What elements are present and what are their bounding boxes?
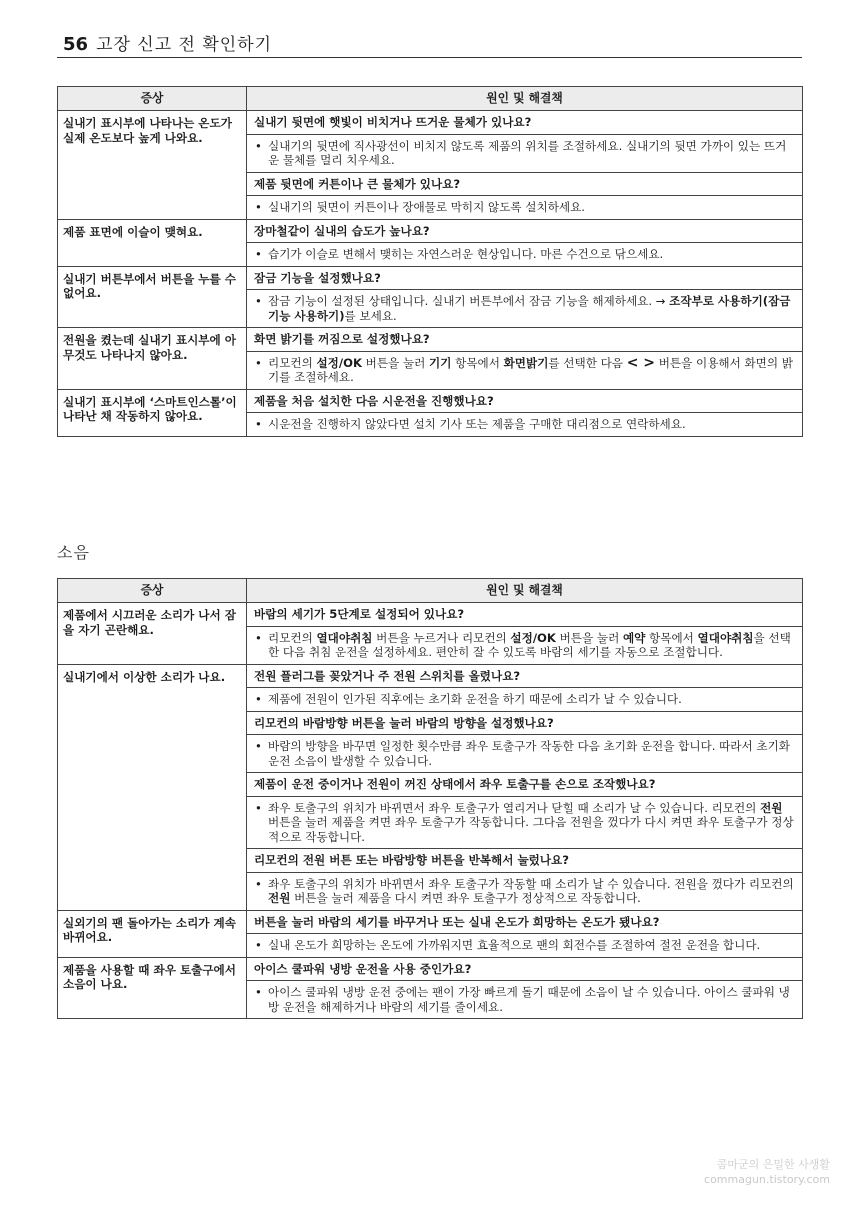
answer: • 실내기의 뒷면에 직사광선이 비치지 않도록 제품의 위치를 조절하세요. 실내기의 뒷면 가까이 있는 뜨거운 물체를 멀리 치우세요.: [254, 139, 796, 172]
answer-text: 버튼을 이용해서 화면의 밝기를 조절하세요.: [268, 355, 793, 384]
answer-text: 를 보세요.: [344, 308, 397, 323]
answer-bold-text: 열대야취침: [697, 630, 754, 645]
answer-text: 버튼을 눌러 제품을 켜면 좌우 토출구가 작동합니다. 그다음 전원을 껐다가 다시 켜면 좌우 토출구가 정상적으로 작동합니다.: [268, 815, 794, 844]
table-row: [58, 219, 803, 266]
cause-cell: [247, 389, 803, 436]
arrow-buttons-glyph: < >: [626, 354, 656, 371]
answer-text: 리모컨의: [268, 630, 317, 645]
cause-cell: [247, 266, 803, 328]
watermark-url: commagun.tistory.com: [704, 1173, 830, 1186]
symptom-cell: 실내기 표시부에 나타나는 온도가 실제 온도보다 높게 나와요.: [58, 111, 247, 220]
answer-bold-text: 설정/OK: [316, 355, 362, 370]
page-number: 56: [63, 34, 89, 55]
troubleshooting-table-noise: [57, 578, 803, 1019]
table-header-row: [58, 579, 803, 603]
table-row: [58, 111, 803, 220]
symptom-cell: 제품에서 시끄러운 소리가 나서 잠을 자기 곤란해요.: [58, 603, 247, 665]
answer-text: 잠금 기능이 설정된 상태입니다. 실내기 버튼부에서 잠금 기능을 해제하세요. →: [268, 294, 670, 308]
answer-text: 버튼을 눌러 제품을 다시 켜면 좌우 토출구가 정상적으로 작동합니다.: [290, 891, 641, 905]
cause-cell: [247, 328, 803, 390]
question: 제품을 처음 설치한 다음 시운전을 진행했나요?: [247, 394, 802, 414]
answer: • 습기가 이슬로 변해서 맺히는 자연스러운 현상입니다. 마른 수건으로 닦으세요.: [254, 247, 796, 262]
answer: • 바람의 방향을 바꾸면 일정한 횟수만큼 좌우 토출구가 작동한 다음 초기화 운전을 합니다. 따라서 초기화 운전 소음이 발생할 수 있습니다.: [254, 739, 796, 772]
answer-text: 버튼을 누르거나 리모컨의: [372, 630, 511, 645]
cause-cell: [247, 219, 803, 266]
page-title: 고장 신고 전 확인하기: [96, 35, 273, 55]
answer-bold-text: 열대야취침: [316, 630, 373, 645]
cause-column-header: 원인 및 해결책: [247, 87, 803, 111]
troubleshooting-table-display: [57, 86, 803, 437]
answer-bold-text: 예약: [622, 630, 646, 645]
table-row: [58, 957, 803, 1019]
answer: [254, 631, 796, 660]
question: 장마철같이 실내의 습도가 높나요?: [247, 224, 802, 244]
symptom-cell: 제품 표면에 이슬이 맺혀요.: [58, 219, 247, 266]
watermark-line: 콤마군의 은밀한 사생활: [716, 1158, 830, 1171]
table-row: [58, 910, 803, 957]
question: 아이스 쿨파워 냉방 운전을 사용 중인가요?: [247, 962, 802, 982]
question: 바람의 세기가 5단계로 설정되어 있나요?: [247, 607, 802, 627]
answer-bold-text: 기기: [429, 355, 452, 370]
symptom-cell: 제품을 사용할 때 좌우 토출구에서 소음이 나요.: [58, 957, 247, 1019]
answer-bold-text: 전원: [268, 891, 291, 905]
symptom-cell: 실내기 표시부에 ‘스마트인스톨’이 나타난 채 작동하지 않아요.: [58, 389, 247, 436]
answer: • 제품에 전원이 인가된 직후에는 초기화 운전을 하기 때문에 소리가 날 수 있습니다.: [254, 692, 796, 711]
answer-text: 버튼을 눌러: [555, 630, 623, 645]
question: 제품이 운전 중이거나 전원이 꺼진 상태에서 좌우 토출구를 손으로 조작했나요?: [247, 772, 802, 797]
answer: • 실내기의 뒷면이 커튼이나 장애물로 막히지 않도록 설치하세요.: [254, 200, 796, 219]
question: 전원 플러그를 꽂았거나 주 전원 스위치를 올렸나요?: [247, 669, 802, 689]
answer-bold-text: 화면밝기: [503, 355, 549, 370]
table-row: [58, 328, 803, 390]
table-row: [58, 664, 803, 910]
question: 화면 밝기를 꺼짐으로 설정했나요?: [247, 332, 802, 352]
answer-text: 좌우 토출구의 위치가 바뀌면서 좌우 토출구가 작동할 때 소리가 날 수 있습니다. 전원을 껐다가 리모컨의: [268, 876, 794, 891]
answer: [254, 294, 796, 323]
question: 버튼을 눌러 바람의 세기를 바꾸거나 또는 실내 온도가 희망하는 온도가 됐나요?: [247, 915, 802, 935]
question: 리모컨의 전원 버튼 또는 바람방향 버튼을 반복해서 눌렀나요?: [247, 848, 802, 873]
cause-cell: [247, 957, 803, 1019]
answer-bold-text: 전원: [760, 800, 783, 815]
answer: [254, 801, 796, 849]
watermark: [704, 1157, 830, 1187]
table-header-row: [58, 87, 803, 111]
cause-cell: [247, 664, 803, 910]
question: 리모컨의 바람방향 버튼을 눌러 바람의 방향을 설정했나요?: [247, 711, 802, 736]
section-title-noise: 소음: [57, 543, 90, 562]
symptom-cell: 실내기 버튼부에서 버튼을 누를 수 없어요.: [58, 266, 247, 328]
answer-bold-text: 설정/OK: [510, 630, 556, 645]
answer: • 시운전을 진행하지 않았다면 설치 기사 또는 제품을 구매한 대리점으로 연락하세요.: [254, 417, 796, 432]
cause-cell: [247, 603, 803, 665]
table-row: [58, 603, 803, 665]
symptom-cell: 실외기의 팬 돌아가는 소리가 계속 바뀌어요.: [58, 910, 247, 957]
answer-text: 를 선택한 다음: [548, 355, 627, 370]
cause-column-header: 원인 및 해결책: [247, 579, 803, 603]
answer-text: 항목에서: [645, 630, 698, 645]
page-header: [57, 30, 802, 58]
question: 제품 뒷면에 커튼이나 큰 물체가 있나요?: [247, 172, 802, 197]
answer-bold-text: 조작부로 사용하기(잠금 기능 사용하기): [268, 294, 791, 323]
answer-text: 항목에서: [451, 355, 504, 370]
answer-text: 리모컨의: [268, 355, 317, 370]
answer-text: 버튼을 눌러: [361, 355, 430, 370]
symptom-column-header: 증상: [58, 87, 247, 111]
answer: • 아이스 쿨파워 냉방 운전 중에는 팬이 가장 빠르게 돌기 때문에 소음이 날 수 있습니다. 아이스 쿨파워 냉방 운전을 해제하거나 바람의 세기를 줄이세요.: [254, 985, 796, 1014]
answer: [254, 877, 796, 910]
answer-text: 좌우 토출구의 위치가 바뀌면서 좌우 토출구가 열리거나 닫힐 때 소리가 날 수 있습니다. 리모컨의: [268, 800, 761, 815]
symptom-column-header: 증상: [58, 579, 247, 603]
symptom-cell: 실내기에서 이상한 소리가 나요.: [58, 664, 247, 910]
cause-cell: [247, 111, 803, 220]
question: 실내기 뒷면에 햇빛이 비치거나 뜨거운 물체가 있나요?: [247, 115, 802, 135]
table-row: [58, 266, 803, 328]
table-row: [58, 389, 803, 436]
answer: • 실내 온도가 희망하는 온도에 가까워지면 효율적으로 팬의 회전수를 조절하여 절전 운전을 합니다.: [254, 938, 796, 953]
cause-cell: [247, 910, 803, 957]
answer-text: 을 선택한 다음 취침 운전을 설정하세요. 편안히 잘 수 있도록 바람의 세기를 자동으로 조절합니다.: [268, 630, 791, 659]
symptom-cell: 전원을 켰는데 실내기 표시부에 아무것도 나타나지 않아요.: [58, 328, 247, 390]
question: 잠금 기능을 설정했나요?: [247, 271, 802, 291]
answer: [254, 356, 796, 385]
